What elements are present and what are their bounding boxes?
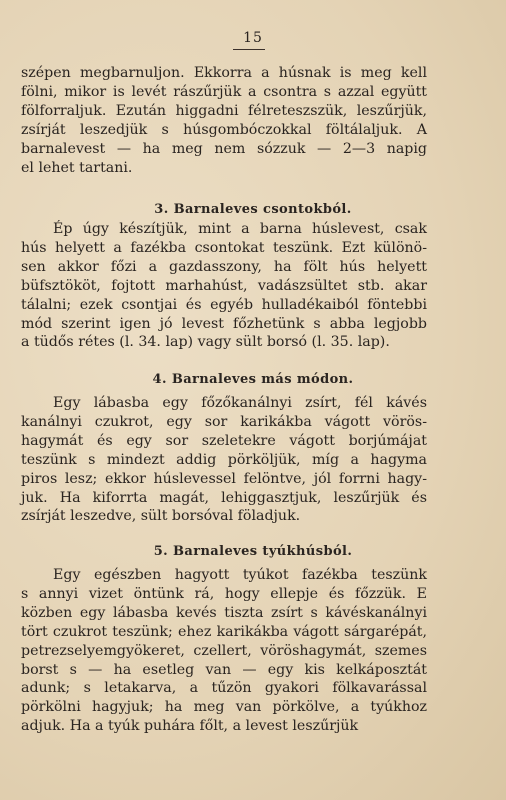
section-heading-5: 5. Barnaleves tyúkhúsból. — [153, 544, 353, 559]
paragraph-1 — [21, 64, 427, 177]
text-line: adjuk. Ha a tyúk puhára főlt, a levest leszűrjük — [21, 718, 359, 735]
text-line: hagymát és egy sor szeletekre vágott borjúmájat — [21, 432, 427, 449]
section-heading-3: 3. Barnaleves csontokból. — [154, 202, 352, 217]
text-line: a tüdős rétes (l. 34. lap) vagy sült borsó (l. 35. lap). — [21, 334, 390, 351]
text-line: borst s — ha esetleg van — egy kis kelkáposztát — [21, 661, 427, 678]
text-line: el lehet tartani. — [21, 159, 133, 176]
text-line: petrezselyemgyökeret, czellert, vöröshagymát, szemes — [21, 642, 427, 659]
text-line: mód szerint igen jó levest főzhetünk s abba legjobb — [21, 315, 427, 332]
page-number: 15 — [243, 30, 263, 46]
text-line: piros lesz; ekkor húslevessel felöntve, jól forrni hagy- — [21, 470, 427, 487]
text-line: zsírját leszedve, sült borsóval föladjuk. — [21, 508, 301, 525]
paragraph-2 — [21, 220, 427, 352]
text-line: teszünk s mindezt addig pörköljük, míg a hagyma — [21, 451, 427, 468]
text-line: adunk; s letakarva, a tűzön gyakori fölkavarással — [21, 680, 427, 697]
page-number-rule — [233, 49, 265, 50]
text-line: juk. Ha kiforrta magát, lehiggasztjuk, leszűrjük és — [21, 489, 427, 506]
text-line: tört czukrot teszünk; ehez karikákba vágott sárgarépát, — [21, 623, 427, 640]
text-line: kanálnyi czukrot, egy sor karikákba vágott vörös- — [21, 413, 427, 430]
text-line: pörkölni hagyjuk; ha meg van pörkölve, a tyúkhoz — [21, 699, 427, 716]
text-line: szépen megbarnuljon. Ekkorra a húsnak is meg kell — [21, 65, 427, 81]
text-line: tálalni; ezek csontjai és egyéb hulladékaiból föntebbi — [21, 296, 427, 313]
text-line: Ép úgy készítjük, mint a barna húslevest, csak — [53, 221, 427, 237]
text-line: közben egy lábasba kevés tiszta zsírt s kávéskanálnyi — [21, 604, 427, 621]
text-line: fölni, mikor is levét rászűrjük a csontra s azzal együtt — [21, 83, 427, 100]
text-line: fölforraljuk. Ezután higgadni félreteszszük, leszűrjük, — [21, 102, 427, 119]
text-line: Egy egészben hagyott tyúkot fazékba teszünk — [53, 567, 427, 583]
text-line: hús helyett a fazékba csontokat teszünk. Ezt különö- — [21, 239, 427, 256]
text-line: Egy lábasba egy főzőkanálnyi zsírt, fél kávés — [53, 395, 427, 411]
text-line: zsírját leszedjük s húsgombóczokkal föltálaljuk. A — [21, 121, 427, 138]
paragraph-4 — [21, 544, 427, 736]
text-line: s annyi vizet öntünk rá, hogy ellepje és főzzük. E — [21, 585, 427, 602]
text-line: barnalevest — ha meg nem sózzuk — 2—3 napig — [21, 140, 427, 157]
text-line: sen akkor főzi a gazdasszony, ha fölt hús helyett — [21, 258, 427, 275]
paragraph-3 — [21, 372, 427, 526]
text-line: büfsztököt, fojtott marhahúst, vadászsültet stb. akar — [21, 277, 427, 294]
section-heading-4: 4. Barnaleves más módon. — [152, 372, 354, 387]
